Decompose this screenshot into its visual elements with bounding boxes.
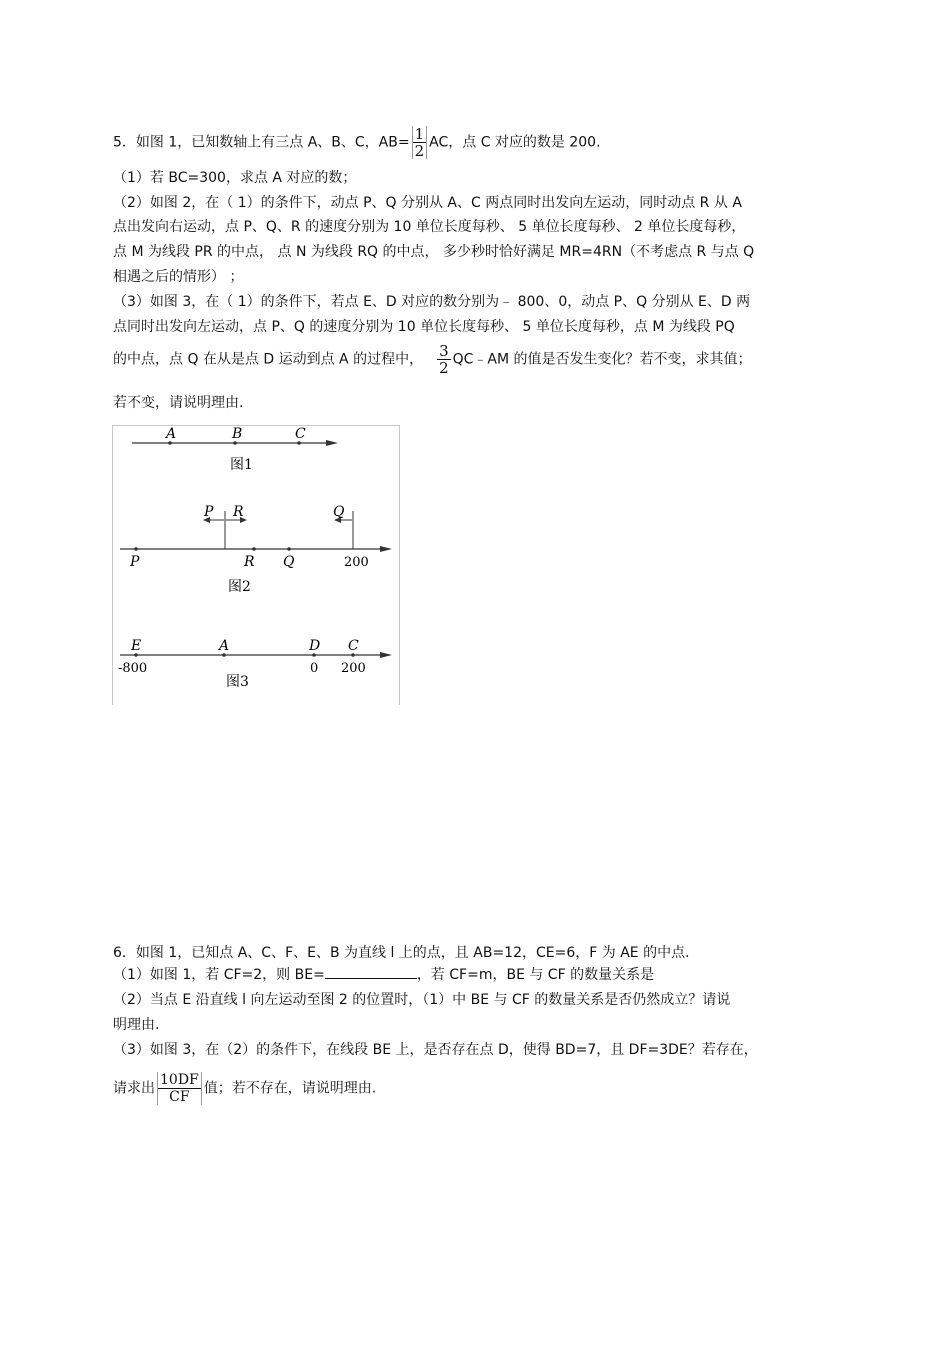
fraction-denominator: 2 [439,359,449,377]
q5-line-9 [113,343,752,376]
fraction-numerator: 10DF [160,1072,199,1088]
q5-line-4: 点出发向右运动，点 P、Q、R 的速度分别为 10 单位长度每秒、 5 单位长度每秒、 2 单位长度每秒， [113,219,746,235]
fraction-denominator: CF [169,1089,190,1105]
label-minus-800: -800 [118,661,148,676]
q6-line-1: 6．如图 1，已知点 A、C、F、E、B 为直线 l 上的点，且 AB=12，CE=6，F 为 AE 的中点. [113,945,690,961]
q6-line-4: 明理由. [113,1017,160,1033]
fraction-one-half [412,126,428,159]
q6-line-2-text-a: （1）如图 1，若 CF=2，则 BE= [113,967,325,983]
label-c: C [348,638,359,654]
fraction-10df-over-cf [157,1072,202,1105]
q5-line-10: 若不变，请说明理由. [113,395,244,411]
label-0: 0 [310,661,319,676]
label-a: A [219,638,230,654]
q5-line-6: 相遇之后的情形） ； [113,269,244,285]
q6-line-6-text-b: 值；若不存在，请说明理由. [203,1080,377,1097]
number-line-figures [112,425,402,705]
q6-line-5: （3）如图 3，在（2）的条件下，在线段 BE 上，是否存在点 D，使得 BD=7，且 DF=3DE？若存在， [113,1042,758,1058]
label-d: D [309,638,321,654]
point-p-final [134,547,138,551]
fraction-three-halves [437,343,451,376]
point-r-final [252,547,256,551]
label-e: E [131,638,142,654]
q6-line-6 [113,1072,376,1105]
caption-figure-2: 图2 [228,579,251,595]
label-p-top: P [204,504,214,520]
label-r-bottom: R [244,554,255,570]
label-p-bottom: P [130,554,140,570]
fraction-denominator: 2 [414,142,425,160]
q5-line-2: （1）若 BC=300，求点 A 对应的数； [113,170,357,186]
q5-line-1-text-b: AC，点 C 对应的数是 200. [429,134,601,151]
label-200: 200 [344,555,369,570]
fraction-numerator: 3 [439,342,449,360]
fraction-numerator: 1 [414,125,425,143]
q6-line-2-text-b: ，若 CF=m，BE 与 CF 的数量关系是 [416,967,655,983]
label-q-top: Q [333,504,345,520]
caption-figure-3: 图3 [226,674,249,690]
label-200: 200 [341,661,366,676]
q5-line-3: （2）如图 2，在（ 1）的条件下，动点 P、Q 分别从 A、C 两点同时出发向左运动，同时动点 R 从 A [113,195,742,211]
q6-line-6-text-a: 请求出 [113,1080,155,1097]
q5-line-1 [113,126,601,159]
label-c: C [295,426,306,442]
q5-line-9-text-a: 的中点，点 Q 在从是点 D 运动到点 A 的过程中， [113,351,424,368]
q5-line-1-text-a: 5．如图 1，已知数轴上有三点 A、B、C，AB= [113,134,410,151]
q5-line-8: 点同时出发向左运动，点 P、Q 的速度分别为 10 单位长度每秒、 5 单位长度每秒，点 M 为线段 PQ [113,319,735,335]
label-r-top: R [233,504,244,520]
label-a: A [166,426,177,442]
answer-blank[interactable] [325,964,417,979]
q5-line-5: 点 M 为线段 PR 的中点， 点 N 为线段 RQ 的中点， 多少秒时恰好满足 MR=4RN（不考虑点 R 与点 Q [113,244,755,260]
q5-line-7: （3）如图 3，在（ 1）的条件下，若点 E、D 对应的数分别为﹣ 800、0，动点 P、Q 分别从 E、D 两 [113,294,751,310]
label-q-bottom: Q [283,554,295,570]
caption-figure-1: 图1 [230,457,253,473]
point-q-final [287,547,291,551]
q6-line-2 [113,964,654,985]
q6-line-3: （2）当点 E 沿直线 l 向左运动至图 2 的位置时，（1）中 BE 与 CF 的数量关系是否仍然成立？请说 [113,992,731,1008]
q5-line-9-text-b: QC﹣AM 的值是否发生变化？若不变，求其值； [452,351,752,368]
label-b: B [232,426,243,442]
